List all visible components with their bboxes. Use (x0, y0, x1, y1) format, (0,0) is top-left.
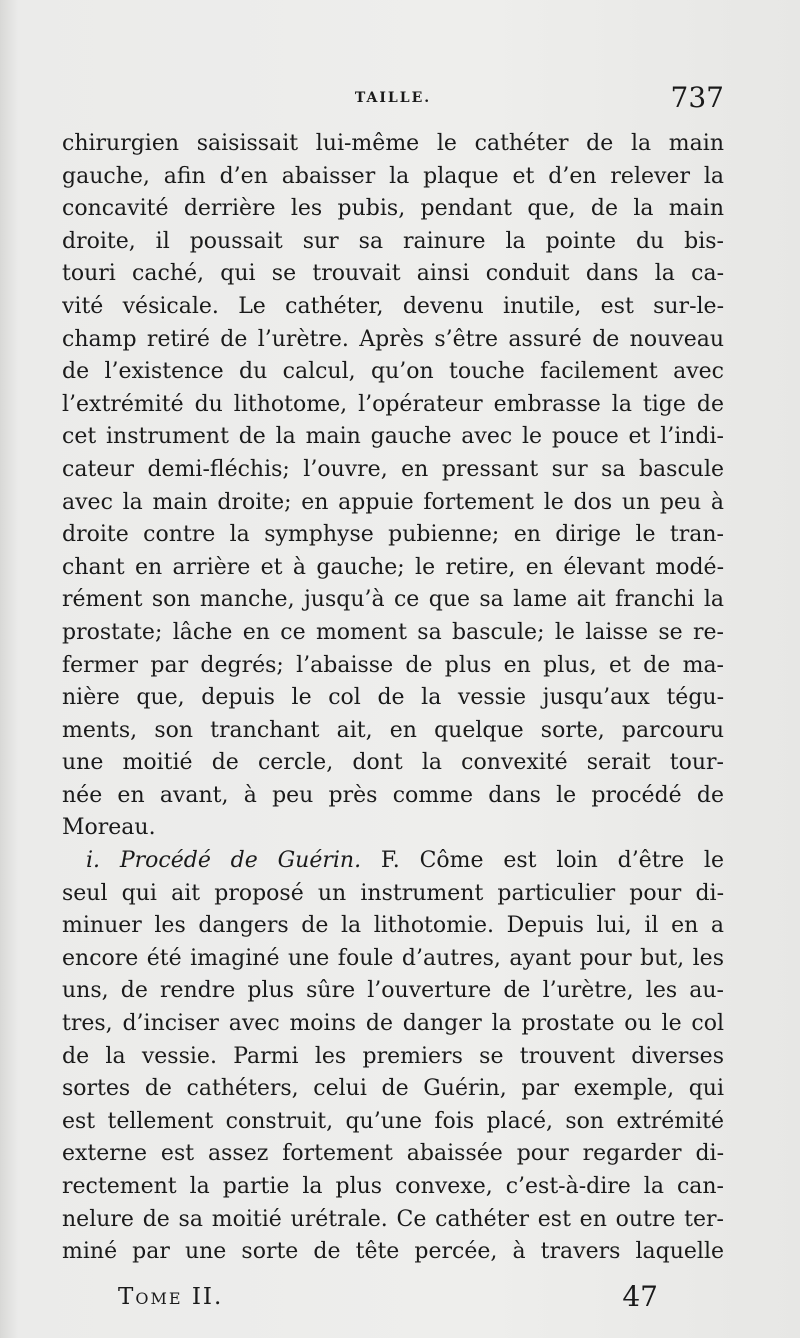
text-line: droite, il poussait sur sa rainure la pointe du bis- (62, 228, 724, 254)
text-line: uns, de rendre plus sûre l’ouverture de l’urètre, les au- (62, 978, 724, 1004)
body-text (62, 128, 724, 1269)
running-head (62, 81, 724, 118)
text-line: l’extrémité du lithotome, l’opérateur embrasse la tige de (62, 391, 724, 417)
signature-number: 47 (622, 1280, 658, 1313)
text-line: sortes de cathéters, celui de Guérin, par exemple, qui (62, 1076, 724, 1102)
text-line: Moreau. (62, 815, 156, 841)
text-line: tres, d’inciser avec moins de danger la prostate ou le col (62, 1011, 724, 1037)
text-line: rément son manche, jusqu’à ce que sa lame ait franchi la (62, 587, 724, 613)
volume-signature: Tome II. (118, 1284, 224, 1310)
text-line: concavité derrière les pubis, pendant que, de la main (62, 196, 724, 222)
text-line: nière que, depuis le col de la vessie jusqu’aux tégu- (62, 685, 724, 711)
text-line: une moitié de cercle, dont la convexité serait tour- (62, 750, 724, 776)
text-line: touri caché, qui se trouvait ainsi conduit dans la ca- (62, 261, 724, 287)
text-line: ments, son tranchant ait, en quelque sorte, parcouru (62, 717, 724, 743)
text-line: de l’existence du calcul, qu’on touche facilement avec (62, 359, 724, 385)
text-line: encore été imaginé une foule d’autres, ayant pour but, les (62, 945, 724, 971)
text-line: minuer les dangers de la lithotomie. Depuis lui, il en a (62, 913, 724, 939)
text-line: miné par une sorte de tête percée, à travers laquelle (62, 1239, 724, 1265)
section-first-line-text: F. Côme est loin d’être le (361, 848, 724, 874)
text-line: chant en arrière et à gauche; le retire, en élevant modé- (62, 554, 724, 580)
text-line: de la vessie. Parmi les premiers se trouvent diverses (62, 1043, 724, 1069)
text-line: chirurgien saisissait lui-même le cathéter de la main (62, 131, 724, 156)
text-line: avec la main droite; en appuie fortement le dos un peu à (62, 489, 724, 515)
text-line: rectement la partie la plus convexe, c’est-à-dire la can- (62, 1174, 724, 1199)
text-line: est tellement construit, qu’une fois placé, son extrémité (62, 1108, 724, 1134)
text-line: champ retiré de l’urètre. Après s’être assuré de nouveau (62, 326, 724, 352)
text-line: droite contre la symphyse pubienne; en dirige le tran- (62, 522, 724, 548)
text-line: externe est assez fortement abaissée pour regarder di- (62, 1141, 724, 1167)
text-line: fermer par degrés; l’abaisse de plus en plus, et de ma- (62, 652, 724, 678)
text-line: gauche, afin d’en abaisser la plaque et d’en relever la (62, 163, 724, 189)
text-line: cateur demi-fléchis; l’ouvre, en pressant sur sa bascule (62, 456, 724, 482)
text-line: cet instrument de la main gauche avec le pouce et l’indi- (62, 424, 724, 450)
page-footer (62, 1280, 724, 1320)
page-number: 737 (670, 81, 724, 114)
text-line: prostate; lâche en ce moment sa bascule; le laisse se re- (62, 619, 724, 645)
text-line: vité vésicale. Le cathéter, devenu inutile, est sur-le- (62, 293, 724, 319)
section-heading-line (62, 845, 724, 878)
text-line: née en avant, à peu près comme dans le procédé de (62, 782, 724, 808)
text-line: nelure de sa moitié urétrale. Ce cathéter est en outre ter- (62, 1206, 724, 1232)
text-line: seul qui ait proposé un instrument particulier pour di- (62, 880, 724, 906)
running-title: TAILLE. (354, 90, 432, 106)
section-heading: i. Procédé de Guérin. (86, 848, 362, 874)
